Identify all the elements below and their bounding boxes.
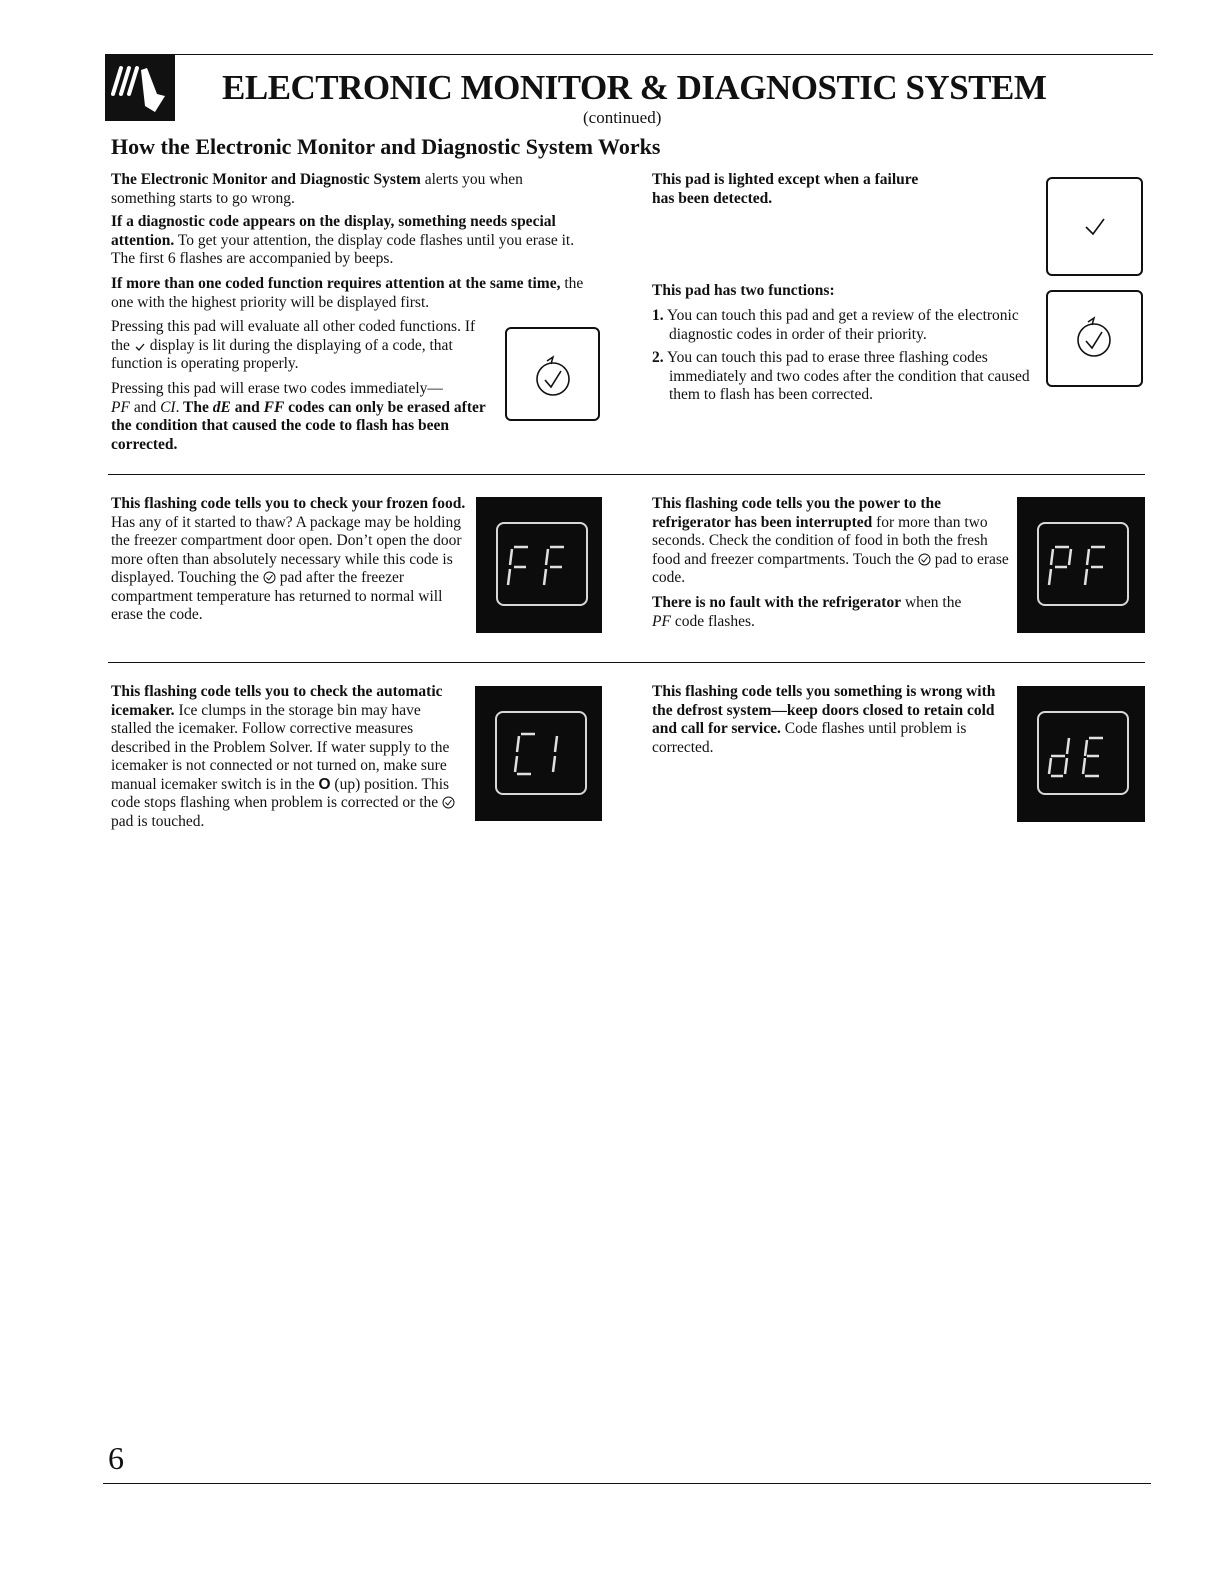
pf-code-display bbox=[1017, 497, 1145, 633]
ci-segment-digits bbox=[475, 686, 602, 821]
pf-description: This flashing code tells you the power to the refrigerator has been interrupted for more than two seconds. Check the condition of food in both the fresh food and freezer compartments. Touch the pad to erase code. bbox=[652, 495, 1009, 586]
review-erase-pad-right[interactable] bbox=[1046, 290, 1143, 387]
hand-pointer-icon bbox=[105, 54, 175, 121]
review-erase-pad[interactable] bbox=[505, 327, 600, 421]
check-pad[interactable] bbox=[1046, 177, 1143, 276]
de-code-display bbox=[1017, 686, 1145, 822]
bottom-rule bbox=[103, 1483, 1151, 1484]
list-item: 1. You can touch this pad and get a review of the electronic diagnostic codes in order of their priority. bbox=[652, 307, 1019, 343]
check-circle-icon bbox=[442, 796, 455, 809]
ff-code-display bbox=[476, 497, 602, 633]
check-mark-icon bbox=[1086, 219, 1104, 234]
intro-paragraph-1: The Electronic Monitor and Diagnostic System alerts you when something starts to go wrong. bbox=[111, 171, 523, 207]
top-rule bbox=[175, 54, 1153, 55]
page-title: ELECTRONIC MONITOR & DIAGNOSTIC SYSTEM bbox=[222, 68, 1047, 107]
intro-paragraph-5: Pressing this pad will erase two codes immediately— PF and CI. The dE and FF codes can only be erased after the condition that caused the code to flash has been corrected. bbox=[111, 380, 486, 453]
list-item: 2. You can touch this pad to erase three flashing codes immediately and two codes after the condition that caused them to flash has been corrected. bbox=[652, 349, 1030, 403]
page-number: 6 bbox=[108, 1440, 124, 1476]
page-subtitle: (continued) bbox=[583, 108, 662, 127]
section-title: How the Electronic Monitor and Diagnostic System Works bbox=[111, 134, 661, 159]
ci-description: This flashing code tells you to check the automatic icemaker. Ice clumps in the storage bin may have stalled the icemaker. Follow corrective measures described in the Problem Solver. If water supply to the icemaker is not connected or not turned on, make sure manual icemaker switch is in the O (up) position. This code stops flashing when problem is corrected or the pad is touched. bbox=[111, 683, 463, 831]
divider bbox=[108, 474, 1145, 475]
intro-paragraph-4: Pressing this pad will evaluate all other coded functions. If the display is lit during the displaying of a code, that function is operating properly. bbox=[111, 318, 476, 372]
intro-paragraph-3: If more than one coded function requires attention at the same time, the one with the highest priority will be displayed first. bbox=[111, 275, 584, 311]
de-description: This flashing code tells you something is wrong with the defrost system—keep doors closed to retain cold and call for service. Code flashes until problem is corrected. bbox=[652, 683, 996, 756]
check-circle-icon bbox=[263, 571, 276, 584]
ci-code-display bbox=[475, 686, 602, 821]
intro-paragraph-2: If a diagnostic code appears on the display, something needs special attention. To get your attention, the display code flashes until you erase it. The first 6 flashes are accompanied by beeps. bbox=[111, 213, 575, 267]
divider bbox=[108, 662, 1145, 663]
lighted-pad-text: This pad is lighted except when a failure has been detected. bbox=[652, 171, 919, 207]
check-circle-icon bbox=[918, 553, 931, 566]
ff-description: This flashing code tells you to check your frozen food. Has any of it started to thaw? A package may be holding the freezer compartment door open. Don’t open the door more often than absolutely necessary while this code is displayed. Touching the pad after the freezer compartment temperature has returned to normal will erase the code. bbox=[111, 495, 466, 623]
check-circle-icon bbox=[1078, 324, 1110, 356]
de-segment-digits bbox=[1017, 686, 1145, 822]
check-circle-icon bbox=[537, 363, 569, 395]
two-functions-title: This pad has two functions: bbox=[652, 282, 835, 299]
pf-segment-digits bbox=[1017, 497, 1145, 633]
check-mark-icon bbox=[134, 342, 146, 352]
ff-segment-digits bbox=[476, 497, 602, 633]
pf-no-fault: There is no fault with the refrigerator when the PF code flashes. bbox=[652, 594, 962, 630]
